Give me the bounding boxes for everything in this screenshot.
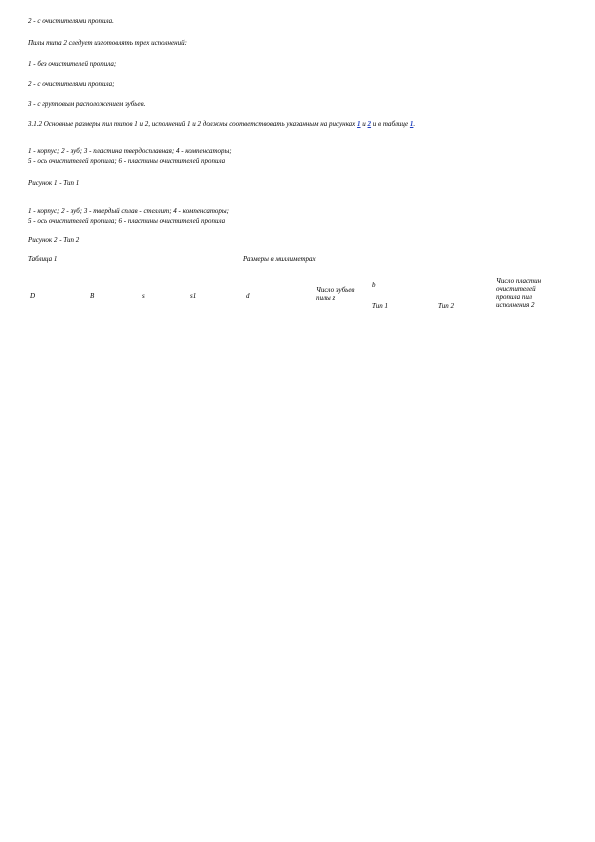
header-b-width-group: b (372, 281, 376, 289)
header-type-1: Тип 1 (372, 302, 388, 310)
paragraph-saw-execution-2: 2 - с очистителями пропила. (28, 17, 114, 25)
table-1-link[interactable]: 1 (409, 120, 414, 128)
header-cleaner-plates-count: Число пластин очистителей пропила пил исполнения 2 (496, 277, 542, 309)
header-d-bore: d (246, 292, 250, 300)
paragraph-type2-executions: Пилы типа 2 следует изготовлять трех исполнений: (28, 39, 187, 47)
figure-1-link[interactable]: 1 (357, 120, 361, 128)
header-b-width: B (90, 292, 95, 300)
figure-1-caption-line-2: 5 - ось очистителей пропила; 6 - пластины очистителей пропила (28, 157, 226, 165)
figure-1-title: Рисунок 1 - Тип 1 (28, 179, 80, 187)
paragraph-execution-1: 1 - без очистителей пропила; (28, 60, 117, 68)
section-text-after: . (413, 120, 416, 128)
section-text-between-1: и (360, 120, 368, 128)
paragraph-execution-3: 3 - с групповым расположением зубьев. (28, 100, 146, 108)
section-text-between-2: и в таблице (371, 120, 410, 128)
table-units: Размеры в миллиметрах (243, 255, 316, 263)
section-3-1-2 (28, 120, 415, 129)
header-s-thickness: s (142, 292, 145, 300)
section-text-before: 3.1.2 Основные размеры пил типов 1 и 2, исполнений 1 и 2 должны соответствовать указанным на рисунках (28, 120, 358, 128)
figure-1-caption-line-1: 1 - корпус; 2 - зуб; 3 - пластина твердосплавная; 4 - компенсаторы; (28, 147, 232, 155)
figure-2-title: Рисунок 2 - Тип 2 (28, 236, 80, 244)
header-type-2: Тип 2 (438, 302, 454, 310)
figure-2-link[interactable]: 2 (367, 120, 372, 128)
header-d-diameter: D (30, 292, 36, 300)
figure-2-caption-line-1: 1 - корпус; 2 - зуб; 3 - твердый сплав - стеллит; 4 - компенсаторы; (28, 207, 229, 215)
paragraph-execution-2: 2 - с очистителями пропила; (28, 80, 115, 88)
figure-2-caption-line-2: 5 - ось очистителей пропила; 6 - пластины очистителей пропила (28, 217, 226, 225)
header-teeth-count: Число зубьев пилы z (316, 286, 355, 302)
table-label: Таблица 1 (28, 255, 58, 263)
header-s1-thickness: s1 (190, 292, 197, 300)
